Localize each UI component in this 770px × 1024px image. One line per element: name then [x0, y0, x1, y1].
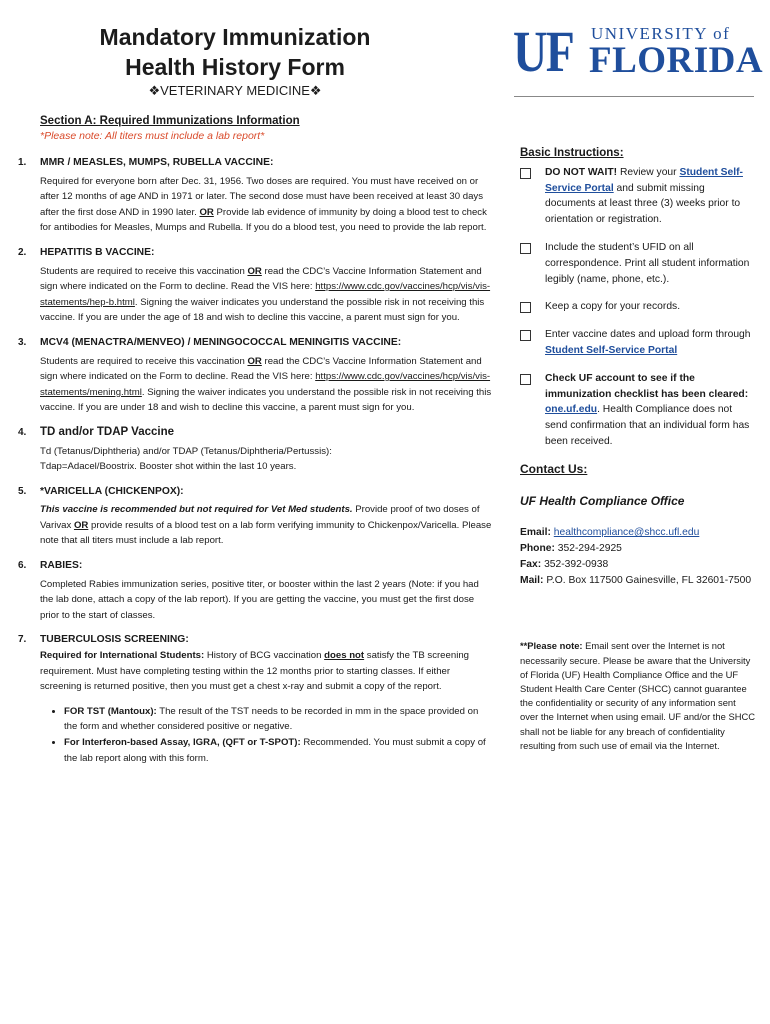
section-a-title: Section A: Required Immunizations Information — [40, 115, 300, 127]
instruction-item: Check UF account to see if the immunization checklist has been cleared: one.uf.edu. Health Compliance does not send confirmation that an individual form has been received. — [520, 371, 756, 450]
item-heading: TUBERCULOSIS SCREENING: — [40, 634, 189, 646]
sidebar — [520, 146, 756, 753]
list-item: • FOR TST (Mantoux): The result of the TST needs to be recorded in mm in the space provided on the form and whether considered positive or negative. — [64, 704, 494, 735]
logo-uf-mark: UF — [513, 19, 574, 84]
item-text: Students are required to receive this vaccination OR read the CDC’s Vaccine Information Statement and sign where indicated on the Form to decline. Read the VIS here: https://www.cdc.gov/vaccines/hcp/vis/vis-statements/hep-b.html. Signing the waiver indicates you understand the possible risk in not receiving this vaccine. If you are under the age of 18 and wish to decline this vaccine, a parent must sign for you. — [40, 265, 491, 324]
checkbox[interactable] — [520, 168, 531, 179]
item-number: 5. — [18, 485, 27, 497]
item-heading: MCV4 (MENACTRA/MENVEO) / MENINGOCOCCAL MENINGITIS VACCINE: — [40, 336, 402, 348]
header-divider — [514, 96, 754, 97]
instruction-item: Include the student’s UFID on all correspondence. Print all student information legibly (name, phone, etc.). — [520, 240, 756, 287]
contact-details: Email: healthcompliance@shcc.ufl.edu Phone: 352-294-2925 Fax: 352-392-0938 Mail: P.O. Box 117500 Gainesville, FL 32601-7500 — [520, 527, 752, 587]
contact-title: Contact Us: — [520, 461, 588, 476]
office-name: UF Health Compliance Office — [520, 493, 685, 508]
tb-test-list — [18, 704, 494, 766]
item-text: Td (Tetanus/Diphtheria) and/or TDAP (Tetanus/Diphtheria/Pertussis): — [40, 445, 332, 457]
self-service-portal-link[interactable]: Student Self-Service Portal — [545, 344, 678, 356]
item-number: 6. — [18, 560, 27, 572]
titer-note: *Please note: All titers must include a lab report* — [40, 130, 265, 142]
item-heading: HEPATITIS B VACCINE: — [40, 246, 155, 258]
checkbox[interactable] — [520, 302, 531, 313]
immunization-item-mmr — [18, 155, 494, 236]
mail-address: P.O. Box 117500 Gainesville, FL 32601-7500 — [546, 575, 752, 587]
item-text: Tdap=Adacel/Boostrix. Booster shot within the last 10 years. — [40, 461, 297, 473]
instructions-title: Basic Instructions: — [520, 147, 624, 159]
one-uf-link[interactable]: one.uf.edu — [545, 404, 598, 416]
checkbox[interactable] — [520, 243, 531, 254]
email-disclaimer: **Please note: Email sent over the Internet is not necessarily secure. Please be aware that the University of Florida (UF) Health Compliance Office and the UF Student Health Care Center (SHCC) cannot guarantee the confidentiality or security of any information sent over the Internet when using email. UF and/or the SHCC shall not be liable for any breach of confidentiality resulting from such use of email via the Internet. — [520, 640, 756, 751]
item-text: Required for International Students: History of BCG vaccination does not satisfy the TB screening requirement. Must have completing testing within the 12 months prior to starting classes. If either screening is returned positive, then you must get a chest x-ray and submit a copy of the report. — [40, 650, 469, 693]
uf-logo — [513, 19, 764, 84]
list-item: • For Interferon-based Assay, IGRA, (QFT or T-SPOT): Recommended. You must submit a copy of the lab report along with this form. — [64, 735, 494, 766]
logo-florida-text: FLORIDA — [589, 40, 764, 81]
item-text: This vaccine is recommended but not required for Vet Med students. Provide proof of two doses of Varivax OR provide results of a blood test on a lab form verifying immunity to Chickenpox/Varicella. Please note that all titers must include a lab report. — [40, 504, 492, 547]
immunization-item-tdap — [18, 425, 494, 475]
instruction-item: Enter vaccine dates and upload form through Student Self-Service Portal — [520, 327, 756, 359]
logo-university-text: UNIVERSITY of — [591, 24, 731, 43]
self-service-portal-link[interactable]: Student Self-Service Portal — [545, 166, 743, 194]
item-heading: RABIES: — [40, 560, 83, 572]
immunization-item-varicella — [18, 484, 494, 549]
instruction-item: DO NOT WAIT! Review your Student Self-Service Portal and submit missing documents at least three (3) weeks prior to orientation or registration. — [520, 165, 756, 228]
section-a — [18, 114, 494, 766]
form-title — [70, 22, 400, 82]
item-text: Required for everyone born after Dec. 31, 1956. Two doses are required. You must have received on or after 12 months of age AND in 1971 or later. The second dose must have been received at least 30 days after the first dose AND in 1990 later. OR Provide lab evidence of immunity by doing a blood test to check for antibodies for Measles, Mumps and Rubella. If you do a blood test, you need to provide the lab report. — [40, 175, 487, 234]
form-subtitle: ❖VETERINARY MEDICINE❖ — [148, 83, 322, 98]
item-heading: TD and/or TDAP Vaccine — [40, 425, 174, 438]
vis-link-hep-b[interactable]: https://www.cdc.gov/vaccines/hcp/vis/vis-statements/hep-b.html — [40, 281, 491, 308]
item-number: 4. — [18, 426, 27, 438]
item-text: Students are required to receive this vaccination OR read the CDC’s Vaccine Information Statement and sign where indicated on the Form to decline. Read the VIS here: https://www.cdc.gov/vaccines/hcp/vis/vis-statements/mening.html. Signing the waiver indicates you understand the possible risk in not receiving this vaccine. If you are under 18 and wish to decline this vaccine, a parent must sign for you. — [40, 355, 492, 414]
vis-link-mening[interactable]: https://www.cdc.gov/vaccines/hcp/vis/vis-statements/mening.html — [40, 371, 491, 398]
title-line-2: Health History Form — [125, 54, 345, 80]
item-heading: MMR / MEASLES, MUMPS, RUBELLA VACCINE: — [40, 157, 274, 168]
checkbox[interactable] — [520, 374, 531, 385]
phone-number: 352-294-2925 — [557, 543, 622, 555]
immunization-item-tuberculosis — [18, 632, 494, 694]
title-line-1: Mandatory Immunization — [99, 24, 371, 50]
item-heading: *VARICELLA (CHICKENPOX): — [40, 485, 184, 497]
immunization-item-mcv4 — [18, 335, 494, 416]
item-text: Completed Rabies immunization series, positive titer, or booster within the last 2 years (Note: if you had the lab done, attach a copy of the lab report). If you are getting the vaccine, you must get the first dose prior to the start of classes. — [40, 578, 479, 621]
item-number: 3. — [18, 336, 27, 348]
immunization-item-rabies — [18, 558, 494, 623]
item-number: 7. — [18, 634, 27, 646]
checkbox[interactable] — [520, 330, 531, 341]
instruction-item: Keep a copy for your records. — [520, 299, 756, 315]
item-number: 2. — [18, 246, 27, 258]
item-number: 1. — [18, 157, 27, 168]
immunization-item-hepatitis-b — [18, 245, 494, 326]
email-link[interactable]: healthcompliance@shcc.ufl.edu — [553, 527, 700, 539]
fax-number: 352-392-0938 — [544, 559, 609, 571]
